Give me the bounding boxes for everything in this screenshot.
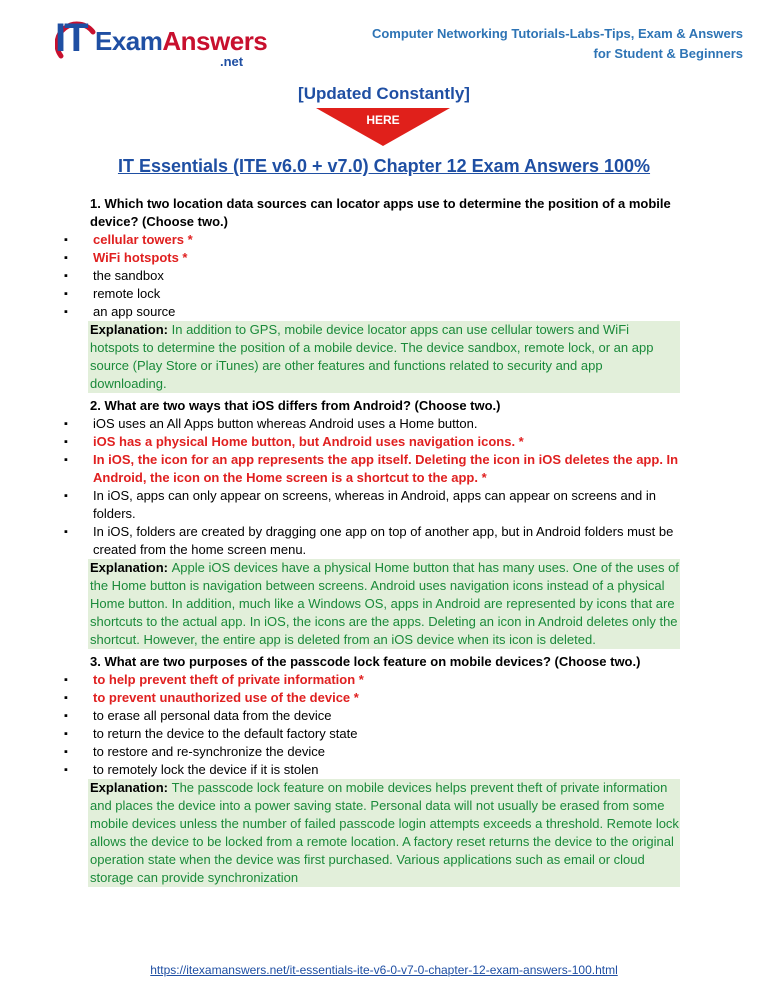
question-1: 1. Which two location data sources can locator apps use to determine the position of a mobile device? (Choose two.) <box>90 196 671 229</box>
explanation-text: Apple iOS devices have a physical Home button that has many uses. One of the uses of the Home button is navigation between screens. Android uses navigation icons instead of a physical Home button. In addition, much like a Windows OS, apps in Android are represented by icons that are shortcuts to the actual app. In iOS, the icons are the apps. Deleting an icon in Android deletes only the shortcut. However, the entire app is deleted from an iOS device when its icon is deleted. <box>90 560 679 647</box>
option-item: ▪ the sandbox <box>62 267 682 285</box>
explanation-label: Explanation: <box>90 780 172 795</box>
page-title[interactable]: IT Essentials (ITE v6.0 + v7.0) Chapter 12 Exam Answers 100% <box>117 156 651 176</box>
explanation-label: Explanation: <box>90 560 172 575</box>
option-item: ▪ to restore and re-synchronize the device <box>62 743 682 761</box>
logo-name <box>95 26 267 57</box>
site-tagline <box>323 24 743 64</box>
site-logo[interactable] <box>55 14 268 70</box>
option-item: ▪ remote lock <box>62 285 682 303</box>
question-3-explanation <box>88 779 680 887</box>
here-label: HERE <box>366 113 400 127</box>
question-2: 2. What are two ways that iOS differs from Android? (Choose two.) <box>90 398 501 413</box>
questions-content <box>62 195 682 887</box>
question-3-options <box>62 671 682 779</box>
option-item: ▪ to remotely lock the device if it is stolen <box>62 761 682 779</box>
option-item: ▪ iOS has a physical Home button, but Android uses navigation icons. * <box>62 433 682 451</box>
question-1-options <box>62 231 682 321</box>
logo-it-text: IT <box>55 16 87 60</box>
logo-net-text: .net <box>220 54 244 69</box>
question-1-explanation <box>88 321 680 393</box>
question-3: 3. What are two purposes of the passcode lock feature on mobile devices? (Choose two.) <box>90 654 641 669</box>
option-item: ▪ WiFi hotspots * <box>62 249 682 267</box>
option-item: ▪ to erase all personal data from the device <box>62 707 682 725</box>
question-2-options <box>62 415 682 559</box>
option-item: ▪ to return the device to the default factory state <box>62 725 682 743</box>
question-2-explanation <box>88 559 680 649</box>
option-item: ▪ cellular towers * <box>62 231 682 249</box>
explanation-text: In addition to GPS, mobile device locator apps can use cellular towers and WiFi hotspots to determine the position of a mobile device. The device sandbox, remote lock, or an app source (Play Store or iTunes) are other features and functions related to security and app downloading. <box>90 322 654 391</box>
explanation-text: The passcode lock feature on mobile devices helps prevent theft of private information and places the device into a power saving state. Personal data will not usually be erased from some mobile devices unless the number of failed passcode login attempts exceeds a threshold. Remote lock allows the device to be locked from a remote location. A factory reset returns the device to the original operation state when the device was first purchased. Various applications such as email or cloud storage can provide synchronization <box>90 780 679 885</box>
updated-banner: [Updated Constantly] <box>298 84 470 103</box>
option-item: ▪ to prevent unauthorized use of the device * <box>62 689 682 707</box>
option-item: ▪ to help prevent theft of private information * <box>62 671 682 689</box>
explanation-label: Explanation: <box>90 322 172 337</box>
tagline-line-1: Computer Networking Tutorials-Labs-Tips, Exam & Answers <box>371 26 743 41</box>
option-item: ▪ In iOS, the icon for an app represents the app itself. Deleting the icon in iOS deletes the app. In Android, the icon on the Home screen is a shortcut to the app. * <box>62 451 682 487</box>
logo-exam-text: Exam <box>95 26 163 56</box>
logo-answers-text: Answers <box>162 26 268 56</box>
option-item: ▪ an app source <box>62 303 682 321</box>
option-item: ▪ iOS uses an All Apps button whereas Android uses a Home button. <box>62 415 682 433</box>
footer-source-link[interactable]: https://itexamanswers.net/it-essentials-ite-v6-0-v7-0-chapter-12-exam-answers-100.html <box>150 963 618 977</box>
option-item: ▪ In iOS, folders are created by dragging one app on top of another app, but in Android folders must be created from the home screen menu. <box>62 523 682 559</box>
option-item: ▪ In iOS, apps can only appear on screens, whereas in Android, apps can appear on screens and in folders. <box>62 487 682 523</box>
tagline-line-2: for Student & Beginners <box>593 46 743 61</box>
